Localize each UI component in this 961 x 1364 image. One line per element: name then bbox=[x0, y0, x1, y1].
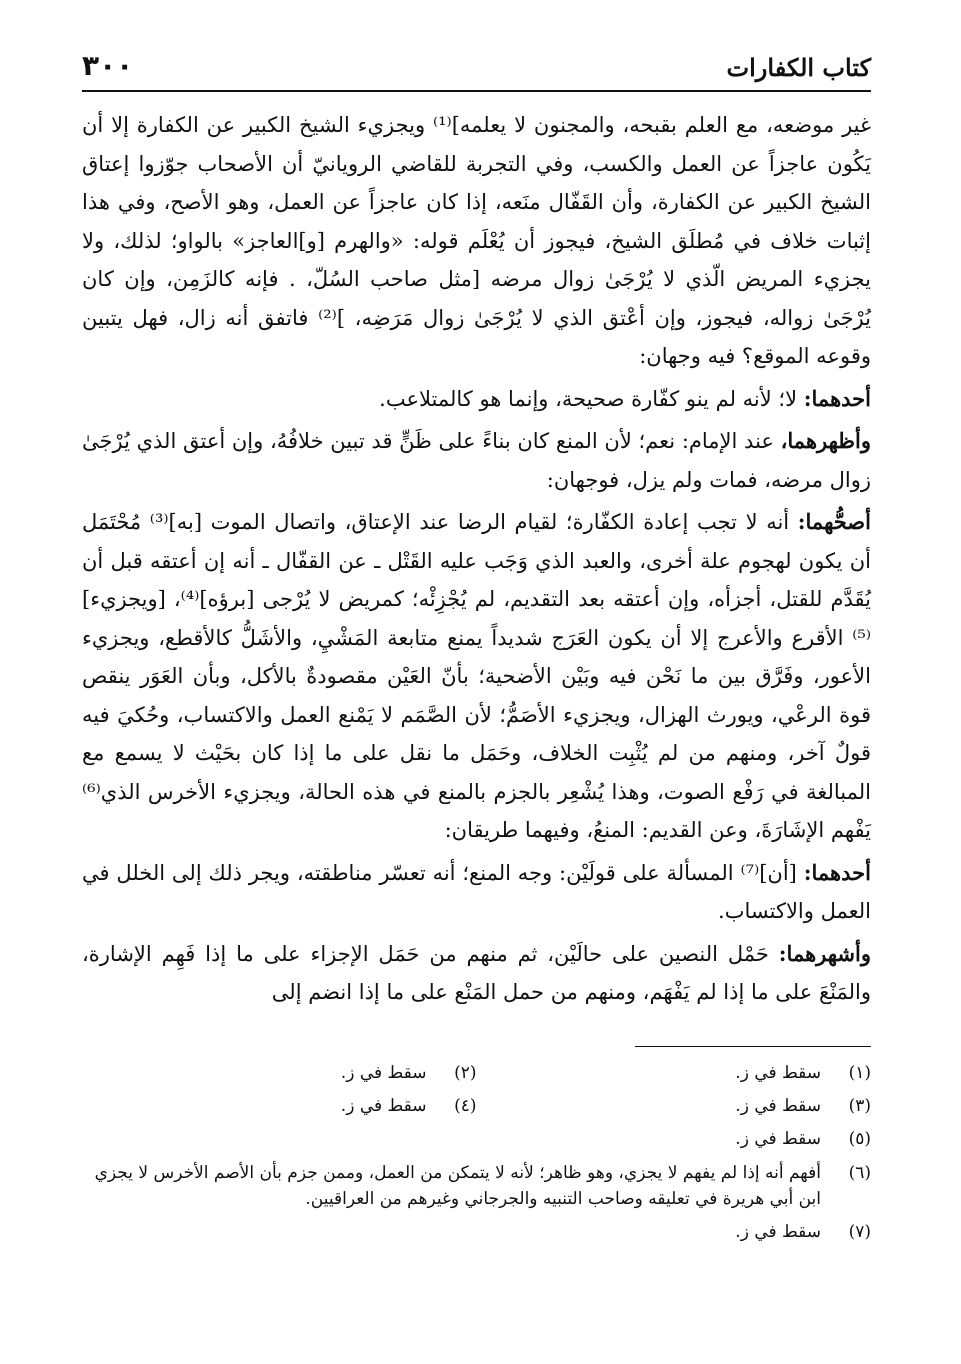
paragraph-text: لا؛ لأنه لم ينو كفّارة صحيحة، وإنما هو كالمتلاعب. bbox=[379, 386, 798, 411]
footnote-text: سقط في ز. bbox=[340, 1095, 427, 1116]
page-header bbox=[82, 40, 871, 92]
footnote-number: (٦) bbox=[848, 1162, 871, 1183]
paragraph bbox=[82, 854, 871, 931]
footnote bbox=[82, 1090, 477, 1123]
paragraph-lead: أصحُّهما: bbox=[797, 509, 871, 534]
footnote-text: سقط في ز. bbox=[735, 1128, 821, 1149]
paragraph-text: [أن]⁽⁷⁾ المسألة على قولَيْن: وجه المنع؛ أنه تعسّر مناطقته، ويجر ذلك إلى الخلل في العمل والاكتساب. bbox=[82, 860, 871, 923]
paragraph-lead: وأشهرهما: bbox=[778, 940, 871, 966]
footnote-number: (٤) bbox=[454, 1095, 477, 1116]
paragraph-text: عند الإمام: نعم؛ لأن المنع كان بناءً على ظَنٍّ قد تبين خلافُهُ، وإن أعتق الذي يُرْجَىٰ زوال مرضه، فمات ولم يزل، فوجهان: bbox=[82, 429, 871, 492]
paragraph bbox=[82, 935, 871, 1012]
footnote bbox=[477, 1123, 872, 1156]
footnote-number: (١) bbox=[848, 1062, 871, 1083]
paragraph bbox=[82, 422, 871, 499]
paragraph-text: حَمْل النصين على حالَيْن، ثم منهم من حَمَل الإجزاء على ما إذا فَهِم الإشارة، والمَنْعَ على ما إذا لم يَفْهَم، ومنهم من حمل المَنْع على ما إذا انضم إلى bbox=[82, 941, 871, 1004]
footnote bbox=[477, 1090, 872, 1123]
paragraph bbox=[82, 503, 871, 850]
paragraph-lead: أحدهما: bbox=[803, 385, 871, 411]
paragraph-lead: وأظهرهما، bbox=[780, 428, 871, 453]
main-text bbox=[82, 106, 871, 1012]
footnotes bbox=[82, 1057, 871, 1249]
footnote-text: سقط في ز. bbox=[735, 1062, 821, 1083]
book-title: كتاب الكفارات bbox=[726, 53, 871, 82]
footnote-number: (٥) bbox=[848, 1128, 871, 1149]
paragraph-text: أنه لا تجب إعادة الكفّارة؛ لقيام الرضا عند الإعتاق، واتصال الموت [به]⁽³⁾ مُحْتَمَل أن يكون لهجوم علة أخرى، والعبد الذي وَجَب عليه القَتْل ـ عن القفّال ـ أنه إن أعتقه قبل أن يُقَدَّم للقتل، أجزأه، وإن أعتقه بعد التقديم، لم يُجْزِئْه؛ كمريض لا يُرْجى [برؤه]⁽⁴⁾، [ويجزيء]⁽⁵⁾ الأقرع والأعرج إلا أن يكون العَرَج شديداً يمنع متابعة المَشْيِ، والأشَلُّ كالأقطع، ويجزيء الأعور، وفَرَّق بين ما نَحْن فيه وبَيْن الأضحية؛ بأنّ العَيْن مقصودةٌ بالأكل، وبأن العَوَر ينقص قوة الرعْي، ويورث الهزال، ويجزيء الأصَمُّ؛ لأن الصَّمَم لا يَمْنع العمل والاكتساب، وحُكيَ فيه قولٌ آخر، ومنهم من لم يُثْبِت الخلاف، وحَمَل ما نقل على ما إذا كان بحَيْث لا يسمع مع المبالغة في رَفْع الصوت، وهذا يُشْعِر بالجزم بالمنع في هذه الحالة، ويجزيء الأخرس الذي⁽⁶⁾ يَفْهم الإشَارَةَ، وعن القديم: المنعُ، وفيهما طريقان: bbox=[82, 510, 871, 842]
footnote-text: سقط في ز. bbox=[735, 1095, 821, 1116]
paragraph bbox=[82, 106, 871, 376]
page-number: ٣٠٠ bbox=[82, 49, 134, 82]
footnote bbox=[82, 1156, 871, 1216]
paragraph-text: غير موضعه، مع العلم بقبحه، والمجنون لا يعلمه]⁽¹⁾ ويجزيء الشيخ الكبير عن الكفارة إلا أن يَكُون عاجزاً عن العمل والكسب، وفي التجربة للقاضي الرويانيّ أن الأصحاب جوّزوا إعتاق الشيخ الكبير عن الكفارة، وأن القَفّال منَعه، إذا كان عاجزاً عن العمل، وهو الأصح، وفي هذا إثبات خلاف في مُطلَق الشيخ، فيجوز أن يُعْلَم قوله: «والهرم [و]العاجز» بالواو؛ لذلك، ولا يجزيء المريض الّذي لا يُرْجَىٰ زوال مرضه [مثل صاحب السُلّ، . فإنه كالزَمِن، وإن كان يُرْجَىٰ زواله، فيجوز، وإن أعْتق الذي لا يُرْجَىٰ زوال مَرَضِه، ]⁽²⁾ فاتفق أنه زال، فهل يتبين وقوعه الموقع؟ فيه وجهان: bbox=[82, 113, 871, 368]
footnote-text: سقط في ز. bbox=[735, 1221, 821, 1242]
footnote bbox=[82, 1216, 871, 1249]
footnote-number: (٧) bbox=[848, 1221, 871, 1242]
footnote-text: أفهم أنه إذا لم يفهم لا يجزي، وهو ظاهر؛ لأنه لا يتمكن من العمل، وممن جزم بأن الأصم الأخرس لا يجزي ابن أبي هريرة في تعليقه وصاحب التنبيه والجرجاني وغيرهم من العراقيين. bbox=[94, 1162, 821, 1209]
footnote-number: (٢) bbox=[454, 1062, 477, 1083]
footnote-text: سقط في ز. bbox=[340, 1062, 427, 1083]
footnote bbox=[477, 1057, 872, 1090]
paragraph bbox=[82, 380, 871, 419]
paragraph-lead: أحدهما: bbox=[803, 859, 871, 885]
footnote-separator bbox=[635, 1046, 871, 1047]
footnote bbox=[82, 1057, 477, 1090]
footnote-number: (٣) bbox=[848, 1095, 871, 1116]
